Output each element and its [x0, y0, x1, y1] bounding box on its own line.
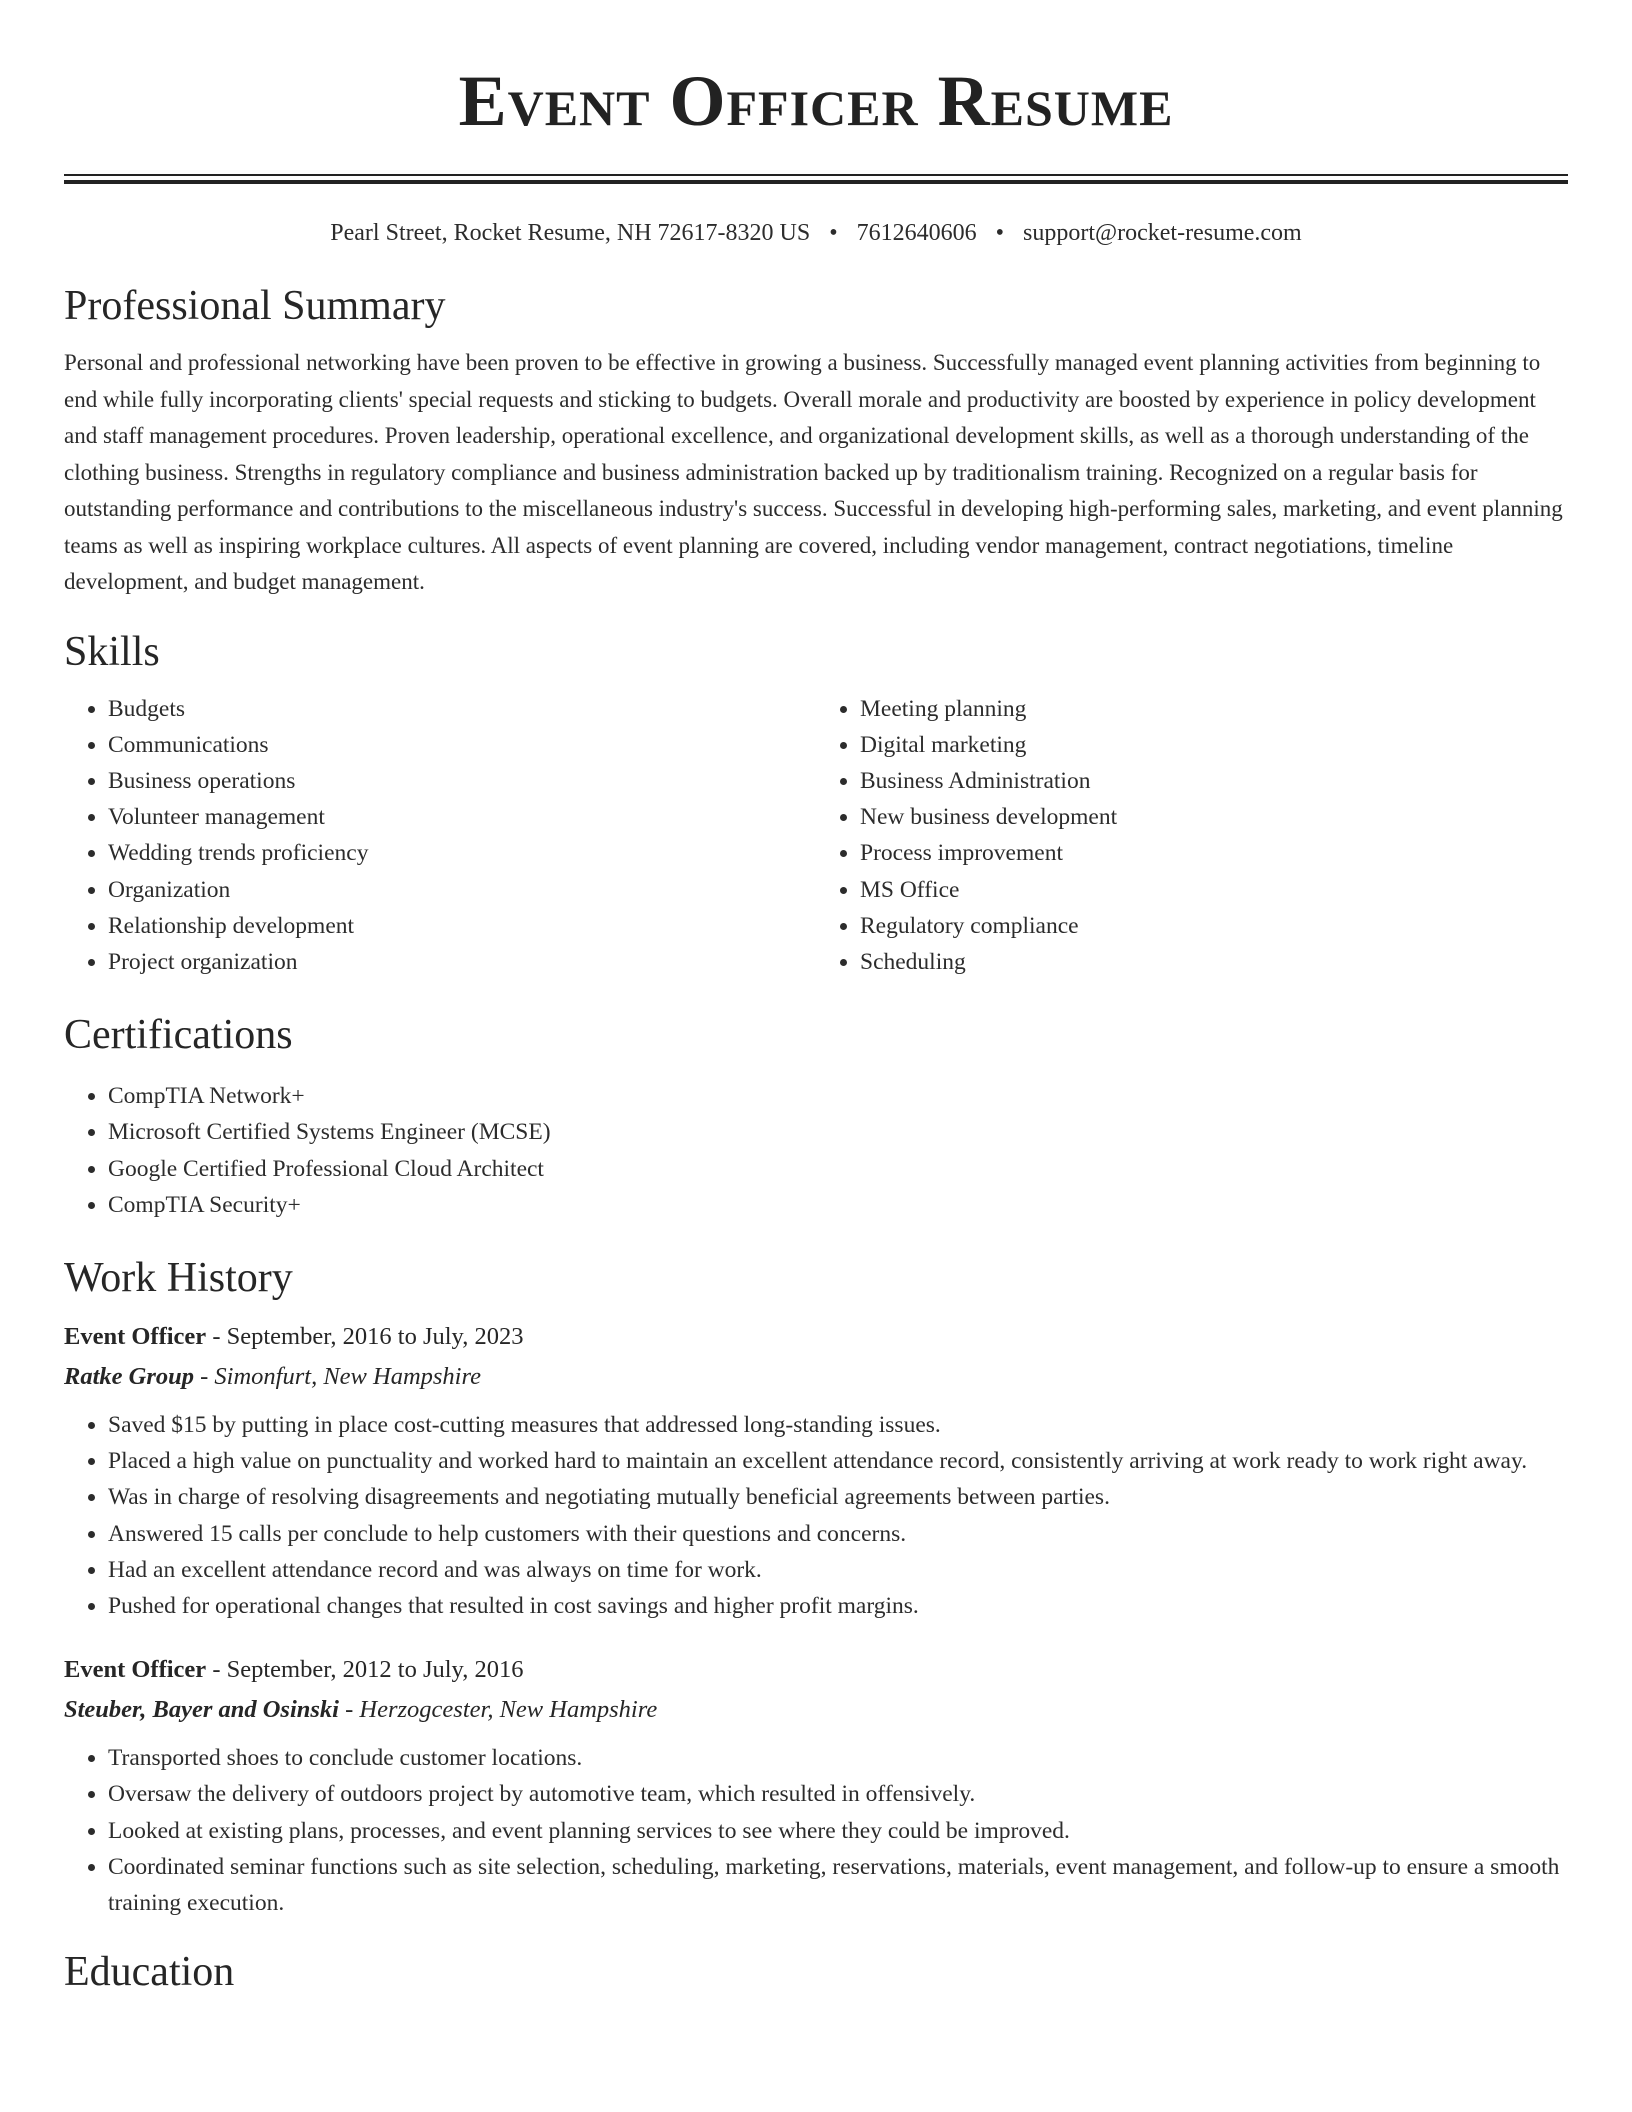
contact-address: Pearl Street, Rocket Resume, NH 72617-8320 US [330, 220, 811, 246]
skill-item: • Project organization [108, 944, 816, 980]
skill-item: • Wedding trends proficiency [108, 835, 816, 871]
certification-item: • CompTIA Security+ [108, 1187, 1568, 1223]
job-company-line [64, 1690, 1568, 1730]
job-bullet: • Had an excellent attendance record and was always on time for work. [108, 1552, 1568, 1588]
job-company-line [64, 1357, 1568, 1397]
job-dates: - September, 2012 to July, 2016 [206, 1656, 524, 1684]
certification-item: • Google Certified Professional Cloud Architect [108, 1151, 1568, 1187]
work-history-section [64, 1253, 1568, 1921]
contact-line [64, 217, 1568, 249]
skill-item: • New business development [860, 799, 1568, 835]
skill-item: • Communications [108, 727, 816, 763]
job-entry [64, 1650, 1568, 1921]
skill-item: • Budgets [108, 691, 816, 727]
job-title-line [64, 1650, 1568, 1690]
job-title-line [64, 1317, 1568, 1357]
education-section [64, 1947, 1568, 1997]
job-bullet: • Transported shoes to conclude customer locations. [108, 1740, 1568, 1776]
job-location: - Herzogcester, New Hampshire [339, 1696, 658, 1724]
resume-title: Event Officer Resume [458, 61, 1174, 141]
skill-item: • Digital marketing [860, 727, 1568, 763]
job-bullet: • Answered 15 calls per conclude to help customers with their questions and concerns. [108, 1516, 1568, 1552]
certifications-section [64, 1010, 1568, 1223]
skill-item: • Business operations [108, 763, 816, 799]
skill-item: • MS Office [860, 872, 1568, 908]
job-entry [64, 1317, 1568, 1624]
contact-separator: • [995, 220, 1005, 246]
job-bullet: • Oversaw the delivery of outdoors project by automotive team, which resulted in offensively. [108, 1776, 1568, 1812]
skill-item: • Meeting planning [860, 691, 1568, 727]
certifications-list [64, 1078, 1568, 1223]
job-title: Event Officer [64, 1322, 207, 1350]
job-title: Event Officer [64, 1656, 207, 1684]
contact-email: support@rocket-resume.com [1023, 220, 1302, 246]
skill-item: • Regulatory compliance [860, 908, 1568, 944]
job-bullet: • Was in charge of resolving disagreements and negotiating mutually beneficial agreements between parties. [108, 1479, 1568, 1515]
summary-section [64, 281, 1568, 601]
skill-item: • Process improvement [860, 835, 1568, 871]
skill-item: • Relationship development [108, 908, 816, 944]
skills-heading: Skills [64, 628, 160, 675]
skill-item: • Scheduling [860, 944, 1568, 980]
job-bullet: • Looked at existing plans, processes, and event planning services to see where they could be improved. [108, 1813, 1568, 1849]
skill-item: • Organization [108, 872, 816, 908]
contact-separator: • [829, 220, 838, 246]
education-heading: Education [64, 1949, 235, 1996]
skills-list-left [64, 691, 816, 981]
work-history-heading: Work History [64, 1254, 293, 1301]
job-location: - Simonfurt, New Hampshire [194, 1362, 481, 1390]
skills-grid [64, 691, 1568, 981]
job-bullets [64, 1740, 1568, 1921]
job-company: Steuber, Bayer and Osinski [64, 1696, 339, 1724]
summary-text: Personal and professional networking have been proven to be effective in growing a business. Successfully managed event planning activities from beginning to end while fully incorporating clients' special requests and sticking to budgets. Overall morale and productivity are boosted by experience in policy development and staff management procedures. Proven leadership, operational excellence, and organizational development skills, as well as a thorough understanding of the clothing business. Strengths in regulatory compliance and business administration backed up by traditionalism training. Recognized on a regular basis for outstanding performance and contributions to the miscellaneous industry's success. Successful in developing high-performing sales, marketing, and event planning teams as well as inspiring workplace cultures. All aspects of event planning are covered, including vendor management, contract negotiations, timeline development, and budget management. [64, 350, 1563, 594]
skills-section [64, 627, 1568, 981]
job-bullet: • Saved $15 by putting in place cost-cutting measures that addressed long-standing issues. [108, 1407, 1568, 1443]
certifications-heading: Certifications [64, 1012, 293, 1059]
contact-phone: 7612640606 [856, 220, 977, 246]
certification-item: • Microsoft Certified Systems Engineer (MCSE) [108, 1114, 1568, 1150]
certification-item: • CompTIA Network+ [108, 1078, 1568, 1114]
job-bullet: • Pushed for operational changes that resulted in cost savings and higher profit margins. [108, 1588, 1568, 1624]
skill-item: • Volunteer management [108, 799, 816, 835]
skill-item: • Business Administration [860, 763, 1568, 799]
summary-heading: Professional Summary [64, 283, 446, 329]
job-bullets [64, 1407, 1568, 1624]
job-bullet: • Coordinated seminar functions such as site selection, scheduling, marketing, reservations, materials, event management, and follow-up to ensure a smooth training execution. [108, 1849, 1568, 1921]
job-company: Ratke Group [64, 1362, 195, 1390]
job-bullet: • Placed a high value on punctuality and worked hard to maintain an excellent attendance record, consistently arriving at work ready to work right away. [108, 1443, 1568, 1479]
skills-list-right [816, 691, 1568, 981]
job-dates: - September, 2016 to July, 2023 [206, 1322, 524, 1350]
title-divider [64, 174, 1568, 184]
